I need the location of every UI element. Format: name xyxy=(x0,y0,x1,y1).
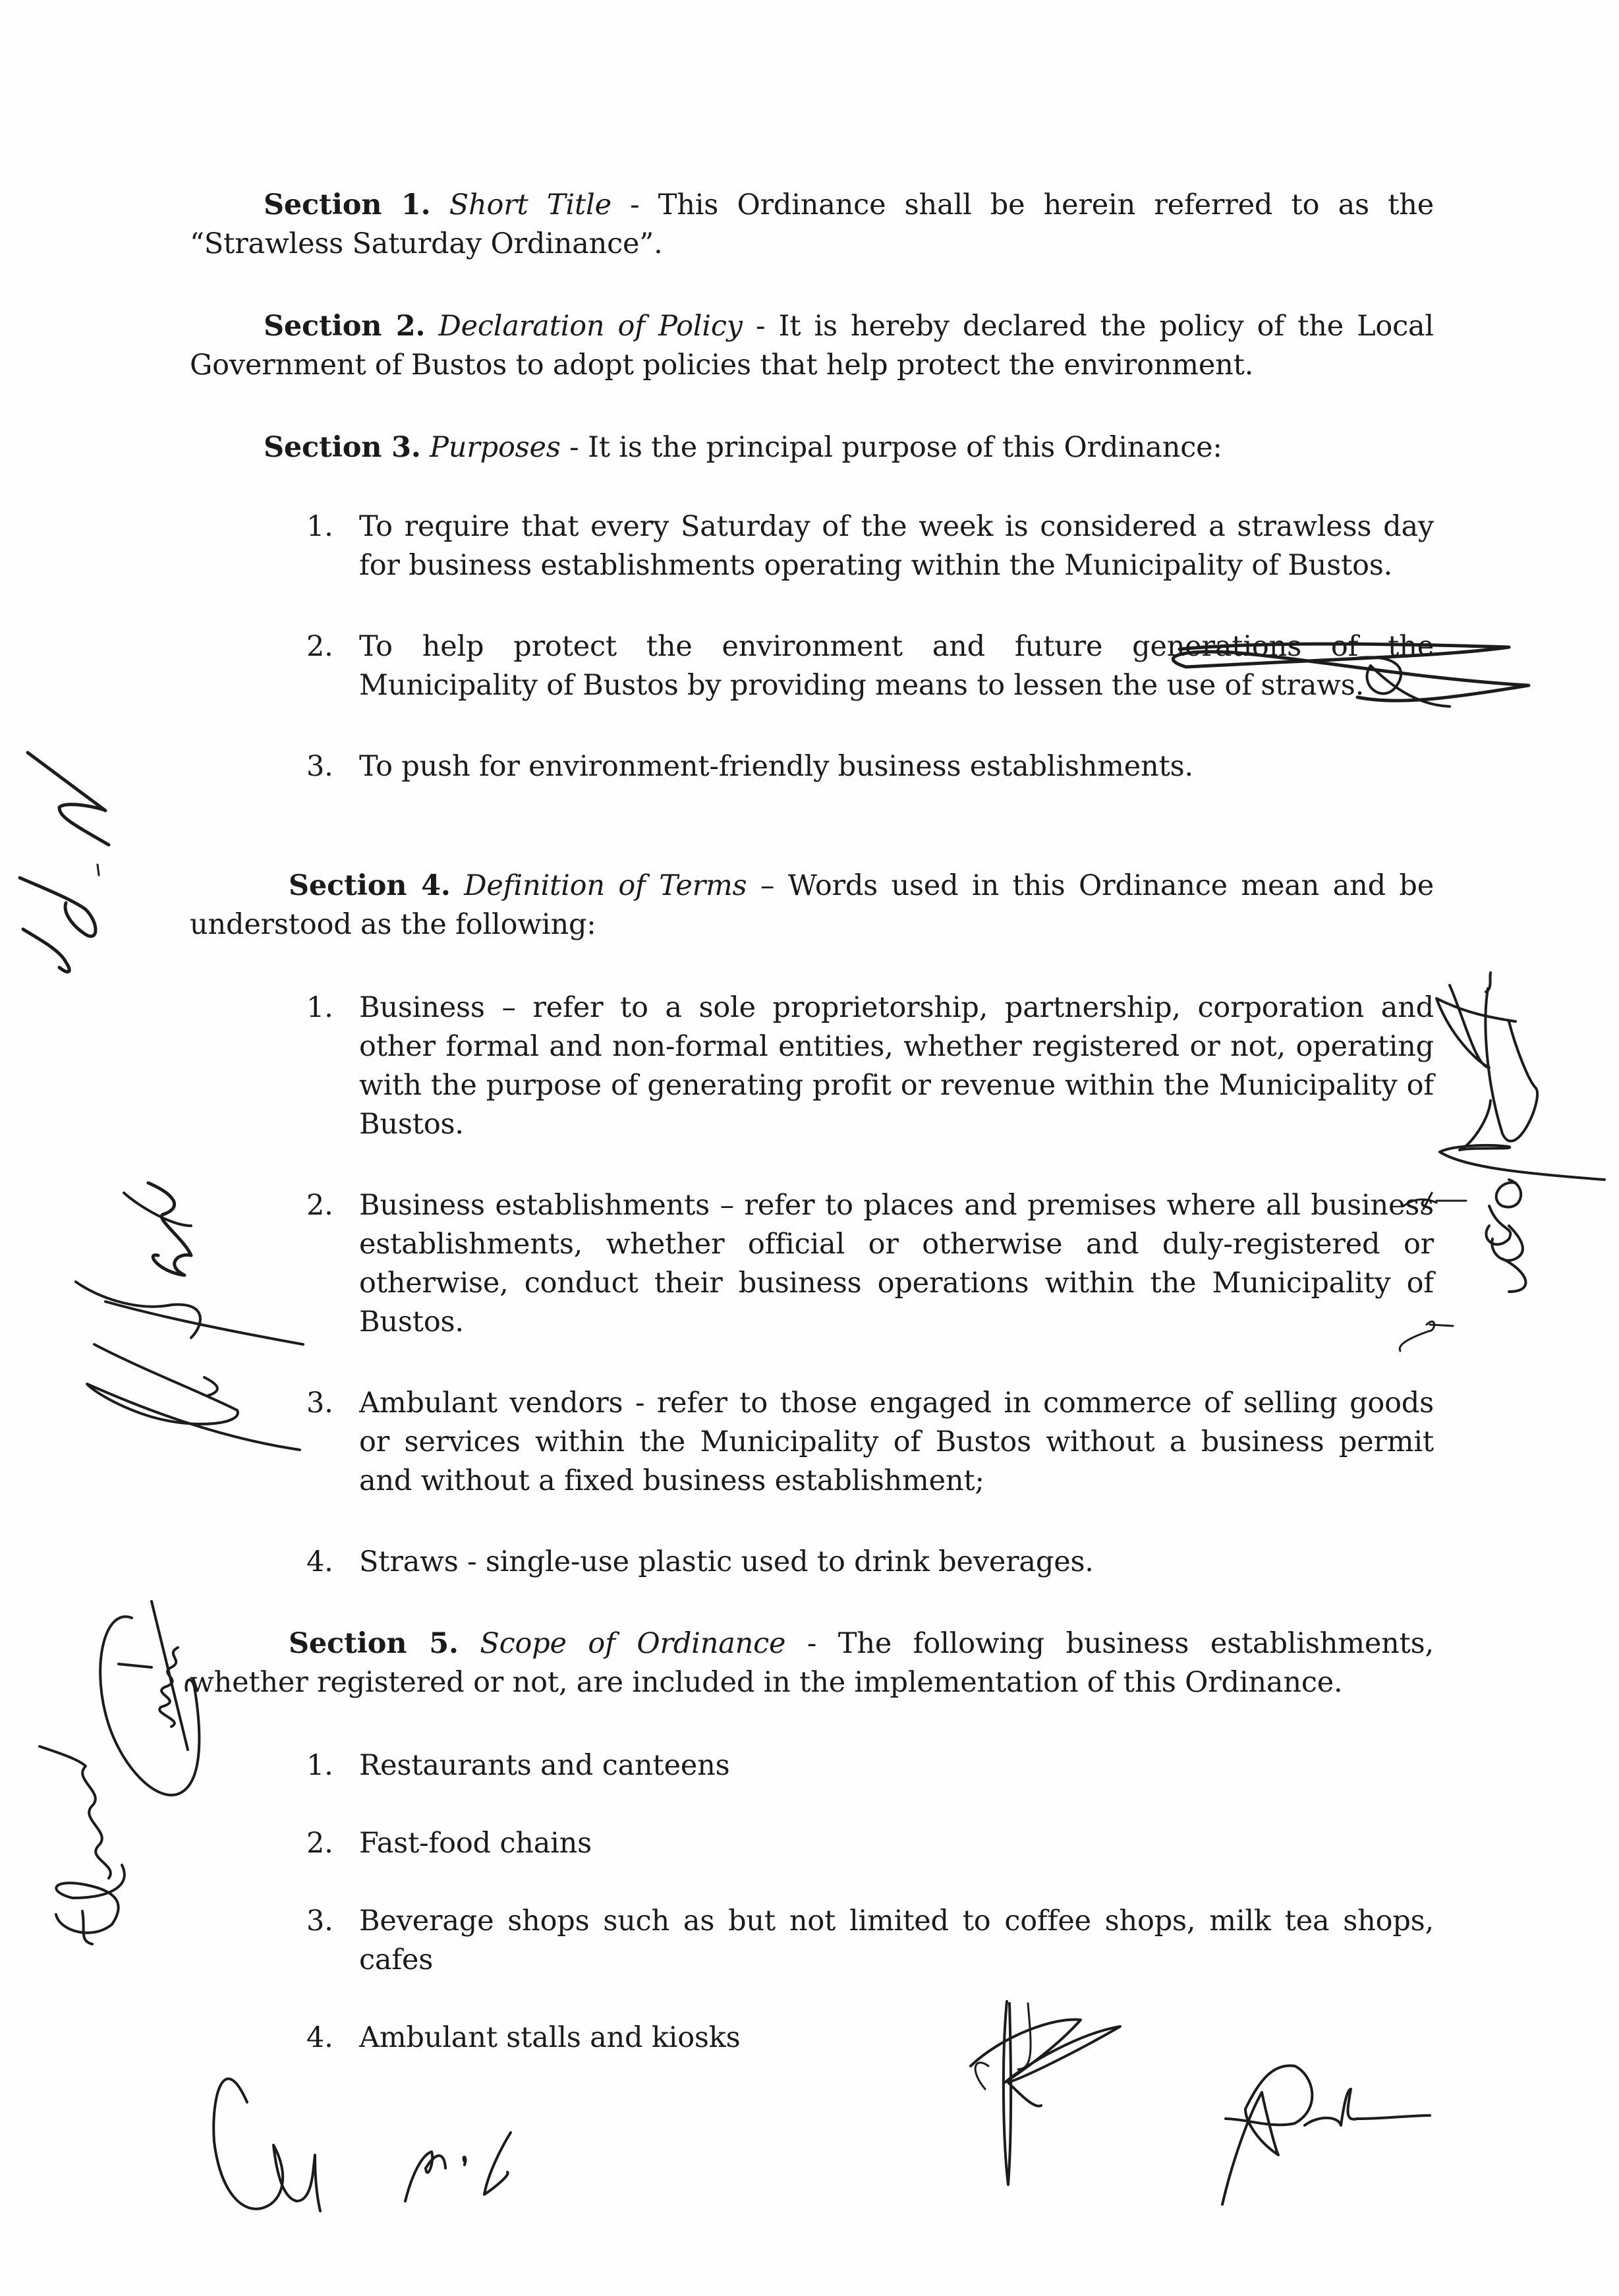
list-text: To push for environment-friendly business establishments. xyxy=(359,750,1193,783)
list-text: Ambulant stalls and kiosks xyxy=(359,2021,741,2054)
list-item xyxy=(306,747,1434,786)
section-title: Purposes xyxy=(430,431,561,464)
list-text: Ambulant vendors - refer to those engaged in commerce of selling goods or services within the Municipality of Bustos without a business permit and without a fixed business establishment; xyxy=(359,1387,1434,1497)
list-number: 2. xyxy=(306,1827,333,1860)
section-title: Short Title xyxy=(449,188,611,221)
section-5 xyxy=(190,1624,1434,1702)
section-title: Declaration of Policy xyxy=(438,310,743,343)
list-number: 3. xyxy=(306,1387,333,1420)
list-item xyxy=(306,1543,1434,1582)
list-text: Straws - single-use plastic used to drink beverages. xyxy=(359,1545,1094,1578)
section-separator: - xyxy=(742,310,779,343)
list-text: To require that every Saturday of the week is considered a strawless day for business establishments operating within the Municipality of Bustos. xyxy=(359,510,1434,582)
section-text: Words used in this Ordinance mean and be understood as the following: xyxy=(190,869,1434,941)
section-4 xyxy=(190,867,1434,944)
section-label: Section 5. xyxy=(289,1627,459,1660)
list-text: Fast-food chains xyxy=(359,1827,592,1860)
section-separator: - xyxy=(785,1627,838,1660)
section-label: Section 2. xyxy=(264,310,426,343)
section-2 xyxy=(190,307,1434,385)
list-number: 1. xyxy=(306,510,333,543)
list-item xyxy=(306,1186,1434,1342)
section-title: Definition of Terms xyxy=(464,869,747,902)
section-1 xyxy=(190,186,1434,264)
list-item xyxy=(306,2019,1434,2057)
scope-list xyxy=(306,1746,1434,2057)
section-title: Scope of Ordinance xyxy=(480,1627,786,1660)
list-number: 4. xyxy=(306,1545,333,1578)
purposes-list xyxy=(306,507,1434,786)
section-label: Section 4. xyxy=(289,869,451,902)
section-separator: - xyxy=(560,431,588,464)
list-number: 1. xyxy=(306,1749,333,1782)
list-item xyxy=(306,989,1434,1144)
list-item xyxy=(306,1902,1434,1980)
list-item xyxy=(306,1824,1434,1863)
section-label: Section 3. xyxy=(264,431,421,464)
list-number: 3. xyxy=(306,1905,333,1937)
section-label: Section 1. xyxy=(264,188,431,221)
section-separator: - xyxy=(611,188,658,221)
section-text: The following business establishments, whether registered or not, are included in the implementation of this Ordinance. xyxy=(190,1627,1434,1699)
list-text: Business establishments – refer to places and premises where all business establishments, whether official or otherwise and duly-registered or otherwise, conduct their business operations within the Municipality of Bustos. xyxy=(359,1189,1434,1338)
list-item xyxy=(306,1746,1434,1785)
section-3 xyxy=(190,428,1434,467)
list-text: Business – refer to a sole proprietorship, partnership, corporation and other formal and non-formal entities, whether registered or not, operating with the purpose of generating profit or revenue within the Municipality of Bustos. xyxy=(359,991,1434,1141)
list-item xyxy=(306,507,1434,585)
list-number: 3. xyxy=(306,750,333,783)
section-separator: – xyxy=(747,869,788,902)
list-item xyxy=(306,1384,1434,1501)
section-text: It is hereby declared the policy of the Local Government of Bustos to adopt policies that help protect the environment. xyxy=(190,310,1434,382)
list-number: 1. xyxy=(306,991,333,1024)
section-text: It is the principal purpose of this Ordinance: xyxy=(587,431,1222,464)
list-item xyxy=(306,627,1434,705)
list-text: To help protect the environment and future generations of the Municipality of Bustos by providing means to lessen the use of straws. xyxy=(359,630,1434,702)
list-text: Beverage shops such as but not limited to coffee shops, milk tea shops, cafes xyxy=(359,1905,1434,1976)
definitions-list xyxy=(306,989,1434,1582)
list-number: 2. xyxy=(306,1189,333,1222)
list-number: 4. xyxy=(306,2021,333,2054)
list-text: Restaurants and canteens xyxy=(359,1749,730,1782)
list-number: 2. xyxy=(306,630,333,663)
section-text: This Ordinance shall be herein referred to as the “Strawless Saturday Ordinance”. xyxy=(190,188,1434,260)
